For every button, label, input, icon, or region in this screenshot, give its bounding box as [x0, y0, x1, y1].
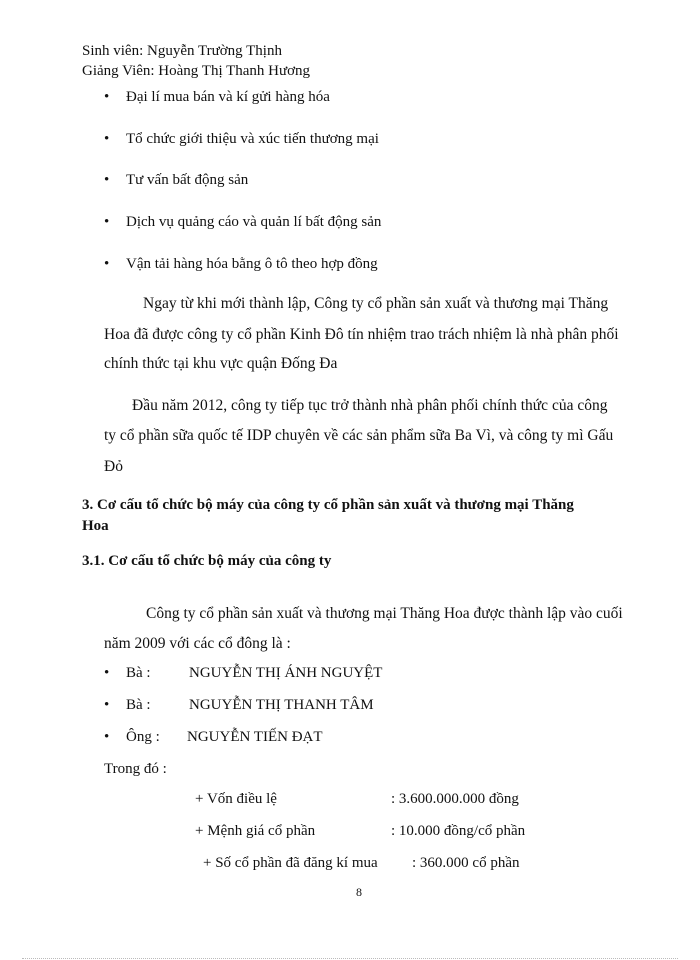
lecturer-name: Giảng Viên: Hoàng Thị Thanh Hương — [82, 63, 311, 79]
list-item: Vận tải hàng hóa bằng ô tô theo hợp đồng — [126, 256, 378, 272]
bullet-icon: • — [104, 729, 110, 745]
paragraph-line: Công ty cổ phần sản xuất và thương mại Thăng Hoa được thành lập vào cuối — [146, 605, 623, 622]
paragraph-line: năm 2009 với các cổ đông là : — [104, 635, 291, 652]
bullet-icon: • — [104, 172, 110, 188]
bullet-icon: • — [104, 697, 110, 713]
bullet-icon: • — [104, 131, 110, 147]
paragraph-line: ty cổ phần sữa quốc tế IDP chuyên về các sản phẩm sữa Ba Vì, và công ty mì Gấu — [104, 427, 614, 444]
capital-label: + Số cổ phần đã đăng kí mua — [203, 855, 378, 871]
capital-value: : 360.000 cổ phần — [412, 855, 520, 871]
student-name: Sinh viên: Nguyễn Trường Thịnh — [82, 43, 282, 59]
list-item: Tổ chức giới thiệu và xúc tiến thương mại — [126, 131, 379, 147]
shareholder-title: Bà : — [126, 665, 151, 681]
list-item: Dịch vụ quảng cáo và quản lí bất động sản — [126, 214, 382, 230]
list-item: Đại lí mua bán và kí gửi hàng hóa — [126, 89, 330, 105]
page-number: 8 — [356, 885, 362, 899]
shareholder-title: Ông : — [126, 729, 160, 745]
bullet-icon: • — [104, 214, 110, 230]
bullet-icon: • — [104, 89, 110, 105]
page-bottom-divider — [22, 958, 678, 959]
capital-label: + Mệnh giá cổ phần — [195, 823, 316, 839]
bullet-icon: • — [104, 256, 110, 272]
shareholder-name: NGUYỄN THỊ THANH TÂM — [189, 697, 374, 713]
in-which-label: Trong đó : — [104, 761, 167, 777]
heading-line: 3. Cơ cấu tổ chức bộ máy của công ty cổ phần sản xuất và thương mại Thăng — [82, 497, 574, 513]
paragraph-line: Đỏ — [104, 458, 123, 475]
paragraph-line: Đầu năm 2012, công ty tiếp tục trở thành nhà phân phối chính thức của công — [132, 397, 608, 414]
shareholder-name: NGUYỄN THỊ ÁNH NGUYỆT — [189, 665, 383, 681]
shareholder-title: Bà : — [126, 697, 151, 713]
capital-value: : 3.600.000.000 đồng — [391, 791, 519, 807]
section-3-1-heading: 3.1. Cơ cấu tổ chức bộ máy của công ty — [82, 553, 332, 569]
paragraph-line: Hoa đã được công ty cổ phần Kinh Đô tín nhiệm trao trách nhiệm là nhà phân phối — [104, 326, 619, 343]
heading-line: Hoa — [82, 518, 109, 534]
capital-value: : 10.000 đồng/cổ phần — [391, 823, 526, 839]
shareholder-name: NGUYỄN TIẾN ĐẠT — [187, 729, 323, 745]
paragraph-line: chính thức tại khu vực quận Đống Đa — [104, 355, 338, 372]
capital-label: + Vốn điều lệ — [195, 791, 277, 807]
paragraph-line: Ngay từ khi mới thành lập, Công ty cổ phần sản xuất và thương mại Thăng — [143, 295, 609, 312]
list-item: Tư vấn bất động sản — [126, 172, 249, 188]
bullet-icon: • — [104, 665, 110, 681]
